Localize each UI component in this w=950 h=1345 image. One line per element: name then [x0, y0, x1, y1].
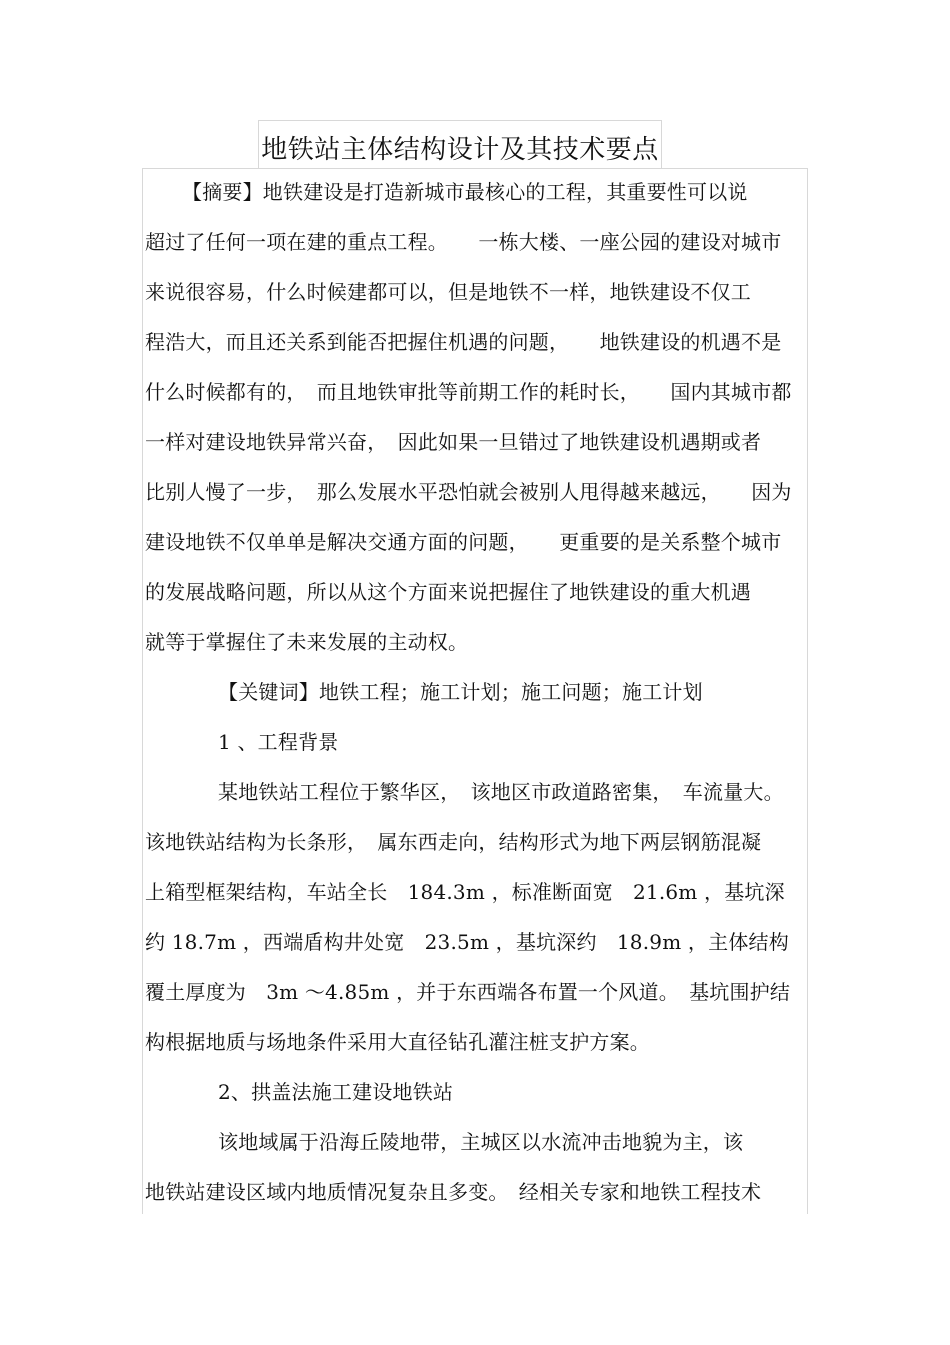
body-line-5: 覆土厚度为 3m ～4.85m ，并于东西端各布置一个风道。 基坑围护结: [145, 980, 791, 1004]
keywords-line: 【关键词】地铁工程；施工计划；施工问题；施工计划: [218, 680, 703, 704]
body-line-1: 某地铁站工程位于繁华区， 该地区市政道路密集， 车流量大。: [218, 780, 784, 804]
abstract-line-4: 程浩大，而且还关系到能否把握住机遇的问题， 地铁建设的机遇不是: [145, 330, 782, 354]
abstract-line-7: 比别人慢了一步， 那么发展水平恐怕就会被别人甩得越来越远， 因为: [145, 480, 792, 504]
body-line-8: 地铁站建设区域内地质情况复杂且多变。 经相关专家和地铁工程技术: [145, 1180, 762, 1204]
document-title: 地铁站主体结构设计及其技术要点: [261, 135, 659, 165]
abstract-line-3: 来说很容易，什么时候建都可以，但是地铁不一样，地铁建设不仅工: [145, 280, 751, 304]
section-heading-1: 1 、工程背景: [218, 730, 339, 754]
body-line-4: 约 18.7m ，西端盾构井处宽 23.5m ，基坑深约 18.9m ，主体结构: [145, 930, 789, 954]
abstract-line-1: 【摘要】地铁建设是打造新城市最核心的工程，其重要性可以说: [182, 180, 748, 204]
abstract-line-8: 建设地铁不仅单单是解决交通方面的问题， 更重要的是关系整个城市: [145, 530, 782, 554]
section-heading-2: 2、拱盖法施工建设地铁站: [218, 1080, 454, 1104]
abstract-line-10: 就等于掌握住了未来发展的主动权。: [145, 630, 469, 654]
abstract-line-5: 什么时候都有的， 而且地铁审批等前期工作的耗时长， 国内其城市都: [145, 380, 792, 404]
body-line-3: 上箱型框架结构，车站全长 184.3m ，标准断面宽 21.6m ，基坑深: [145, 880, 785, 904]
body-line-7: 该地域属于沿海丘陵地带，主城区以水流冲击地貌为主，该: [218, 1130, 744, 1154]
title-box: [258, 120, 662, 169]
abstract-line-9: 的发展战略问题，所以从这个方面来说把握住了地铁建设的重大机遇: [145, 580, 751, 604]
body-line-6: 构根据地质与场地条件采用大直径钻孔灌注桩支护方案。: [145, 1030, 650, 1054]
body-line-2: 该地铁站结构为长条形， 属东西走向，结构形式为地下两层钢筋混凝: [145, 830, 762, 854]
abstract-line-6: 一样对建设地铁异常兴奋， 因此如果一旦错过了地铁建设机遇期或者: [145, 430, 762, 454]
abstract-line-2: 超过了任何一项在建的重点工程。 一栋大楼、一座公园的建设对城市: [145, 230, 782, 254]
